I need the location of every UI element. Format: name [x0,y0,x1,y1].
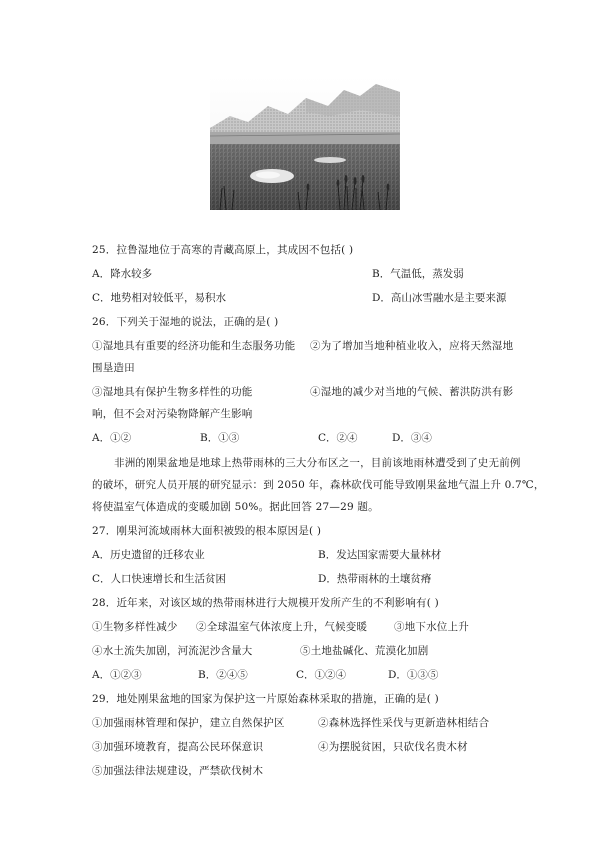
passage-line-1: 非洲的刚果盆地是地球上热带雨林的三大分布区之一，目前该地雨林遭受到了史无前例 [114,457,521,469]
q28-option-d: D．①③⑤ [388,669,439,681]
q26-statement-4-cont: 响，但不会对污染物降解产生影响 [92,408,253,420]
q25-option-c: C．地势相对较低平，易积水 [92,292,227,304]
q26-option-c: C．②④ [318,432,358,444]
q27-stem: 27．刚果河流域雨林大面积被毁的根本原因是( ) [92,525,322,537]
q28-stem: 28．近年来，对该区域的热带雨林进行大规模开发所产生的不利影响有( ) [92,597,439,609]
q28-statement-3: ③地下水位上升 [394,621,469,633]
q27-option-d: D．热带雨林的土壤贫瘠 [318,573,432,585]
q26-statement-4: ④湿地的减少对当地的气候、蓄洪防洪有影 [310,386,514,398]
q26-option-a: A．①② [92,432,132,444]
q29-statement-4: ④为摆脱贫困，只砍伐名贵木材 [318,741,468,753]
q25-option-a: A．降水较多 [92,268,153,280]
q26-statement-2-cont: 围垦造田 [92,362,135,374]
q26-statement-1: ①湿地具有重要的经济功能和生态服务功能 [92,340,296,352]
q29-statement-2: ②森林选择性采伐与更新造林相结合 [318,717,490,729]
passage-line-2: 的破坏，研究人员开展的研究显示：到 2050 年，森林砍伐可能导致刚果盆地气温上升 0.7℃， [92,479,545,491]
q29-statement-1: ①加强雨林管理和保护，建立自然保护区 [92,717,285,729]
q29-statement-3: ③加强环境教育，提高公民环保意识 [92,741,264,753]
q26-stem: 26．下列关于湿地的说法，正确的是( ) [92,316,279,328]
q25-option-b: B．气温低，蒸发弱 [372,268,464,280]
q25-stem: 25．拉鲁湿地位于高寒的青藏高原上，其成因不包括( ) [92,244,354,256]
q28-statement-2: ②全球温室气体浓度上升，气候变暖 [196,621,368,633]
q28-statement-4: ④水土流失加剧，河流泥沙含量大 [92,645,253,657]
q26-option-b: B．①③ [200,432,240,444]
q29-stem: 29．地处刚果盆地的国家为保护这一片原始森林采取的措施，正确的是( ) [92,693,439,705]
passage-line-3: 将使温室气体造成的变暖加剧 50%。据此回答 27—29 题。 [92,501,379,513]
q28-option-c: C．①②④ [296,669,347,681]
q27-option-c: C．人口快速增长和生活贫困 [92,573,227,585]
q28-statement-1: ①生物多样性减少 [92,621,178,633]
q27-option-a: A．历史遗留的迁移农业 [92,549,205,561]
q26-option-d: D．③④ [392,432,432,444]
q25-option-d: D．高山冰雪融水是主要来源 [372,292,507,304]
q28-option-a: A．①②③ [92,669,142,681]
q29-statement-5: ⑤加强法律法规建设，严禁砍伐树木 [92,765,264,777]
q27-option-b: B．发达国家需要大量林材 [318,549,442,561]
q26-statement-2: ②为了增加当地种植业收入，应将天然湿地 [310,340,514,352]
q28-statement-5: ⑤土地盐碱化、荒漠化加剧 [300,645,429,657]
q28-option-b: B．②④⑤ [198,669,248,681]
wetland-landscape-photo [210,76,400,210]
q26-statement-3: ③湿地具有保护生物多样性的功能 [92,386,253,398]
